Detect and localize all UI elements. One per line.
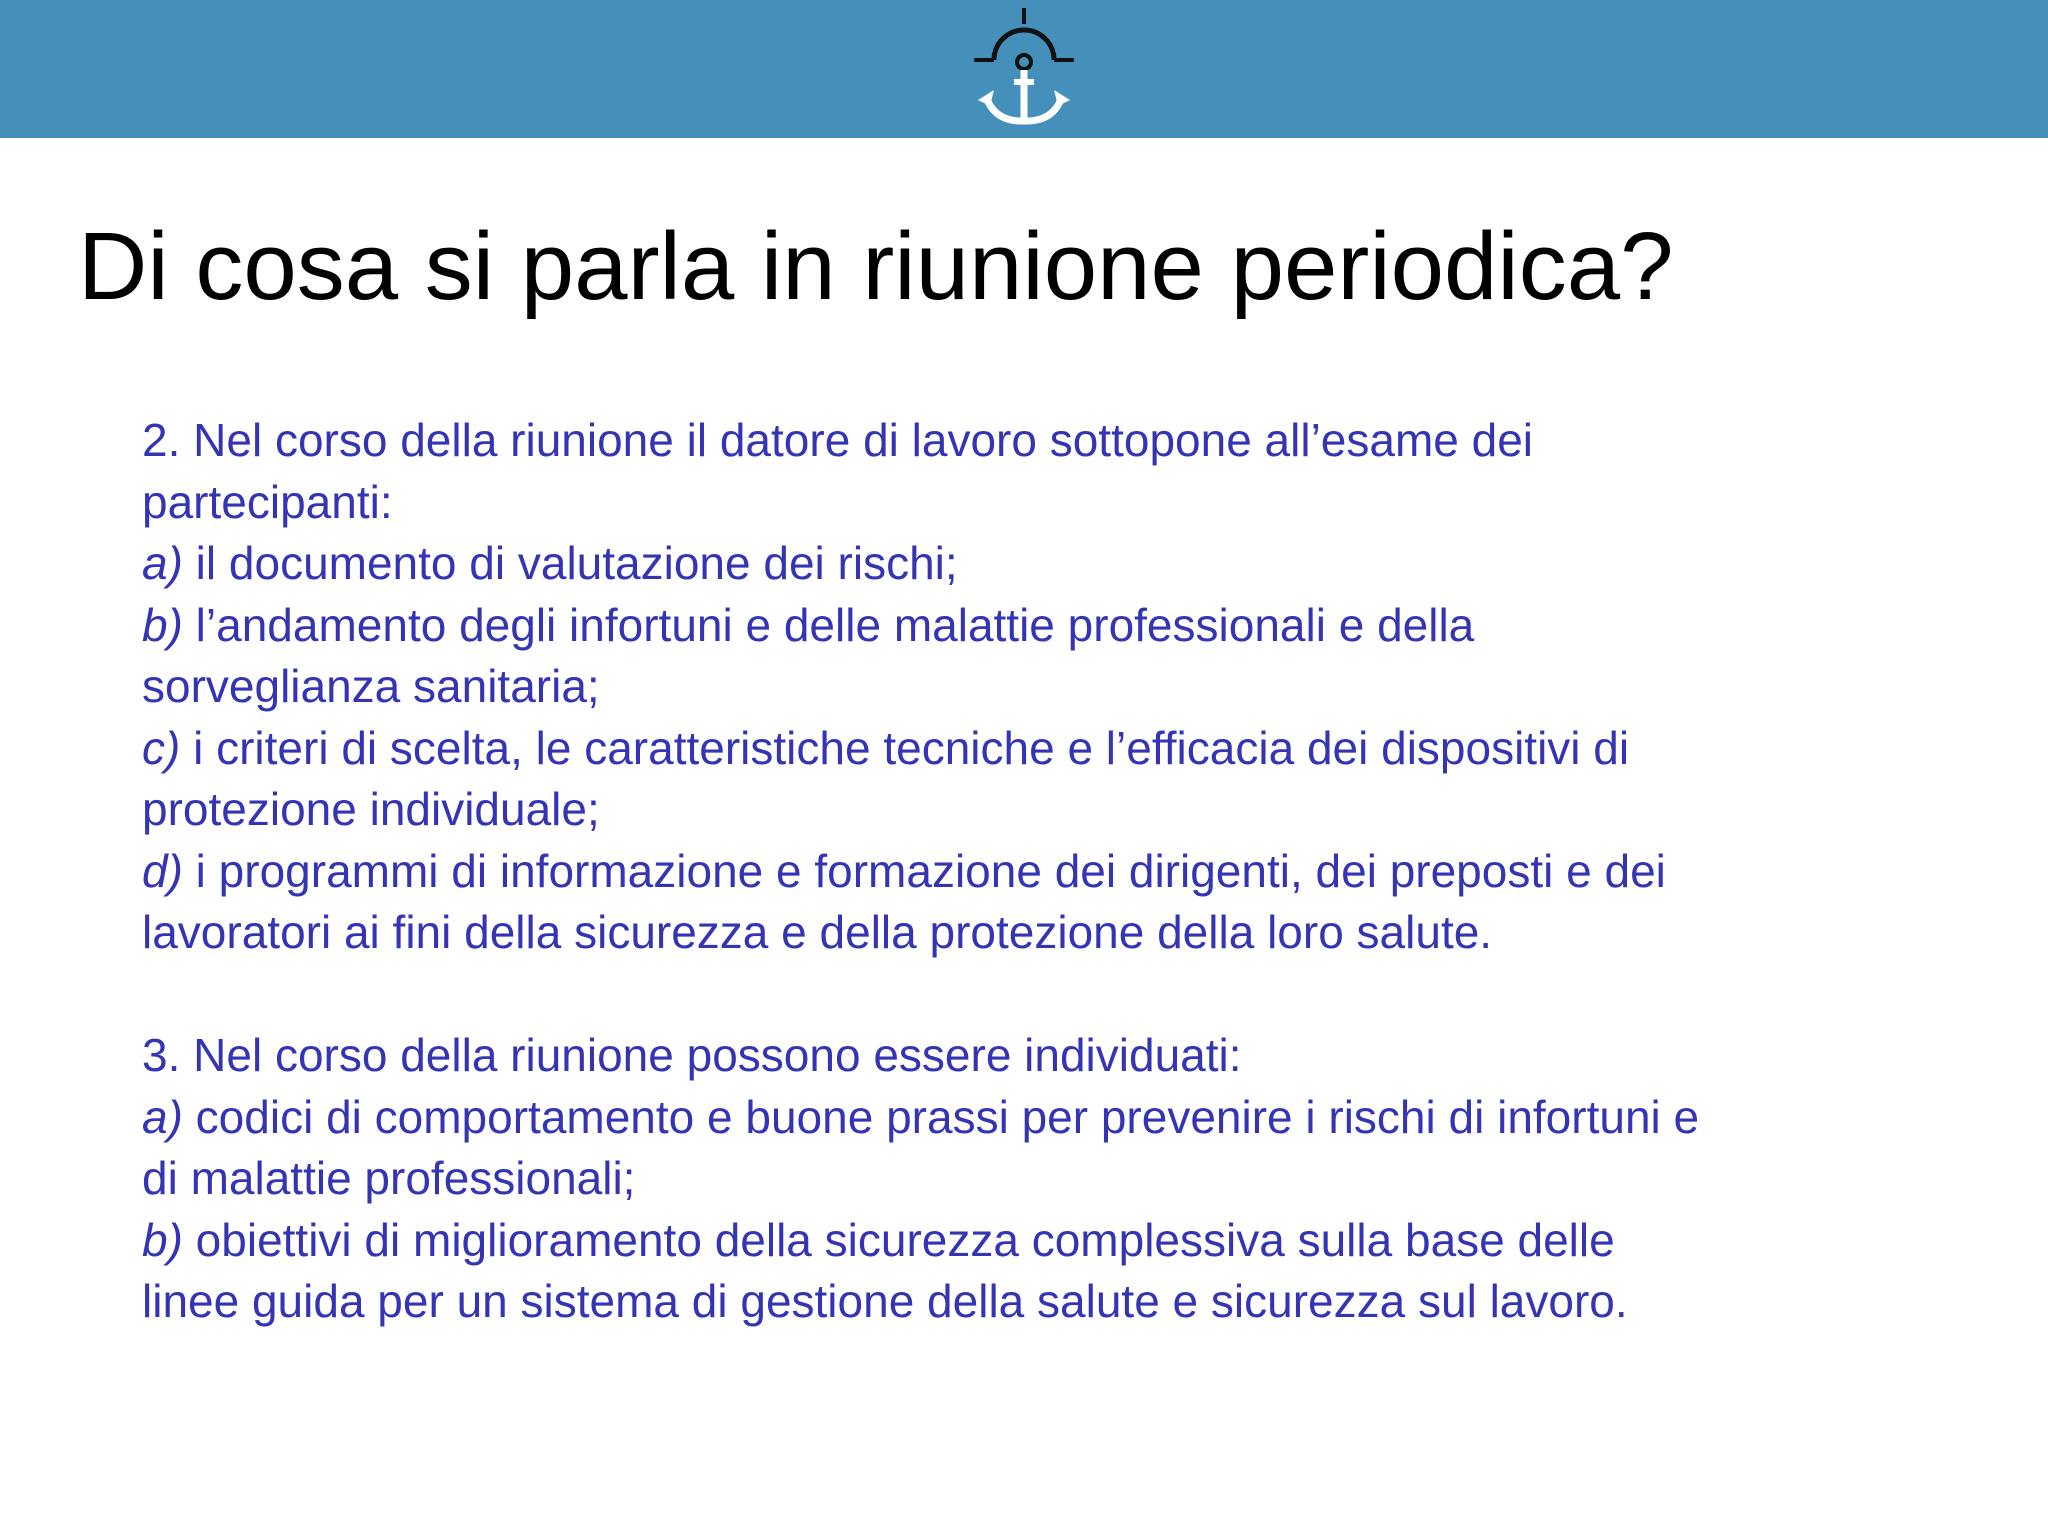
list-item-text: protezione individuale; bbox=[142, 783, 600, 835]
list-item-line bbox=[142, 841, 1942, 903]
anchor-crosshair-icon bbox=[968, 4, 1080, 132]
list-item-text: di malattie professionali; bbox=[142, 1152, 636, 1204]
list-item-text: i programmi di informazione e formazione dei dirigenti, dei preposti e dei bbox=[182, 844, 1666, 897]
list-item-line bbox=[142, 779, 1942, 841]
list-item-line bbox=[142, 1271, 1942, 1333]
slide-title: Di cosa si parla in riunione periodica? bbox=[78, 213, 1674, 320]
list-item-text: linee guida per un sistema di gestione della salute e sicurezza sul lavoro. bbox=[142, 1275, 1628, 1327]
paragraph-spacer bbox=[142, 964, 1942, 1026]
paragraph-section3 bbox=[142, 1025, 1942, 1333]
slide-body bbox=[142, 410, 1942, 1333]
list-item-line bbox=[142, 1210, 1942, 1272]
list-item-line bbox=[142, 1087, 1942, 1149]
paragraph-intro-line: 3. Nel corso della riunione possono essere individuati: bbox=[142, 1029, 1242, 1081]
list-item-line bbox=[142, 656, 1942, 718]
list-item-text: codici di comportamento e buone prassi per prevenire i rischi di infortuni e bbox=[182, 1090, 1700, 1143]
list-item-marker: d) bbox=[142, 844, 183, 897]
paragraph-section2 bbox=[142, 410, 1942, 964]
list-item-text: sorveglianza sanitaria; bbox=[142, 660, 600, 712]
list-item-line bbox=[142, 1148, 1942, 1210]
list-item-line bbox=[142, 902, 1942, 964]
list-item-text: il documento di valutazione dei rischi; bbox=[182, 537, 958, 589]
paragraph-intro-line: partecipanti: bbox=[142, 475, 393, 528]
header-bar bbox=[0, 0, 2048, 138]
list-item-marker: a) bbox=[142, 537, 183, 589]
paragraph-intro-line: 2. Nel corso della riunione il datore di lavoro sottopone all’esame dei bbox=[142, 414, 1534, 466]
list-item-text: obiettivi di miglioramento della sicurezza complessiva sulla base delle bbox=[182, 1213, 1615, 1266]
list-item-marker: b) bbox=[142, 598, 183, 651]
list-item-text: i criteri di scelta, le caratteristiche tecniche e l’efficacia dei dispositivi di bbox=[180, 721, 1630, 774]
list-item-line bbox=[142, 595, 1942, 657]
list-item-marker: b) bbox=[142, 1213, 183, 1266]
list-item-line bbox=[142, 533, 1942, 595]
list-item-text: l’andamento degli infortuni e delle malattie professionali e della bbox=[182, 598, 1475, 651]
list-item-line bbox=[142, 718, 1942, 780]
list-item-marker: a) bbox=[142, 1090, 183, 1143]
list-item-text: lavoratori ai fini della sicurezza e della protezione della loro salute. bbox=[142, 906, 1493, 958]
list-item-marker: c) bbox=[142, 721, 181, 774]
